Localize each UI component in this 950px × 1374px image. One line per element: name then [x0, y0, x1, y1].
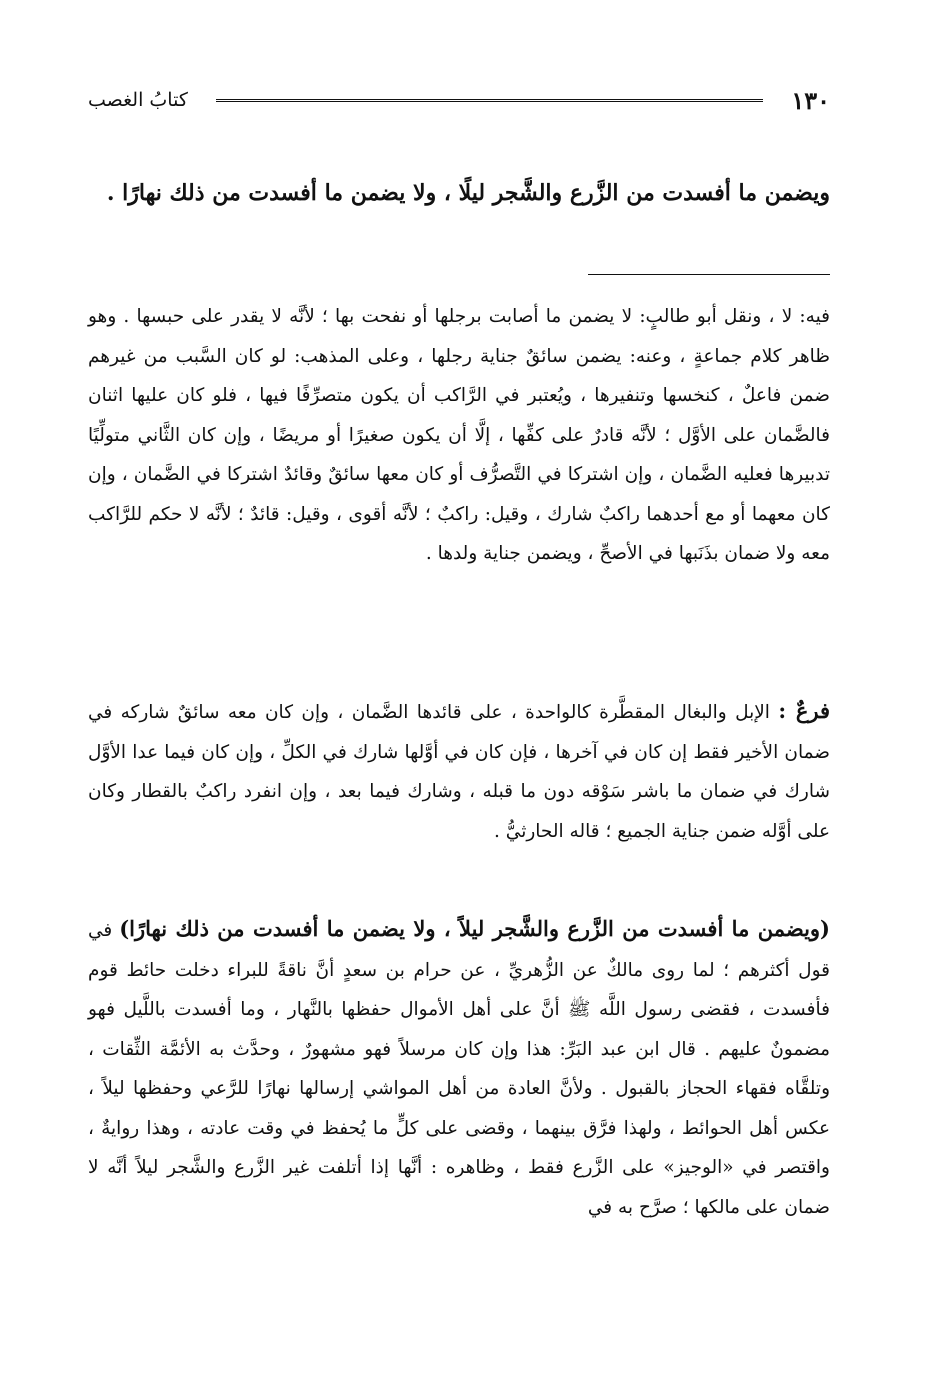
commentary-paragraph-1: فيه: لا ، ونقل أبو طالبٍ: لا يضمن ما أصابت برجلها أو نفحت بها ؛ لأنَّه لا يقدر على حبسها . وهو ظاهر كلام جماعةٍ ، وعنه: يضمن سائقٌ جناية رجلها ، وعلى المذهب: لو كان السَّبب من غيرهم ضمن فاعلٌ ، كنخسها وتنفيرها ، ويُعتبر في الرَّاكب أن يكون متصرِّفًا فيها ، فلو كان عليها اثنان فالضَّمان على الأوَّل ؛ لأنَّه قادرٌ على كفِّها ، إلَّا أن يكون صغيرًا أو مريضًا ، وإن كان الثَّاني متولِّيًا تدبيرها فعليه الضَّمان ، وإن اشتركا في التَّصرُّف أو كان معها سائقٌ وقائدٌ اشتركا في الضَّمان ، وإن كان معهما أو مع أحدهما راكبٌ شارك ، وقيل: راكبٌ ؛ لأنَّه أقوى ، وقيل: قائدٌ ؛ لأنَّه لا حكم للرَّاكب معه ولا ضمان بذَنَبها في الأصحِّ ، ويضمن جناية ولدها .	[88, 306, 830, 564]
page-number: ١٣٠	[791, 85, 830, 115]
far-text: الإبل والبغال المقطَّرة كالواحدة ، على قائدها الضَّمان ، وإن كان معه سائقٌ شاركه في ضمان الأخير فقط إن كان في آخرها ، فإن كان في أوَّلها شارك في الكلِّ ، وإن كان فيما عدا الأوَّل شارك في ضمان ما باشر سَوْقه دون ما قبله ، وشارك فيما بعد ، وإن انفرد راكبٌ بالقطار وكان على أوَّله ضمن جناية الجميع ؛ قاله الحارثيُّ .	[88, 702, 830, 842]
matn-heading: ويضمن ما أفسدت من الزَّرع والشَّجر ليلًا ، ولا يضمن ما أفسدت من ذلك نهارًا .	[106, 180, 830, 206]
sharh-text: في قول أكثرهم ؛ لما روى مالكٌ عن الزُّهريِّ ، عن حرام بن سعدٍ أنَّ ناقةً للبراء دخلت حائط قوم فأفسدت ، فقضى رسول اللَّه ﷺ أنَّ على أهل الأموال حفظها بالنَّهار ، وما أفسدت باللَّيل فهو مضمونٌ عليهم . قال ابن عبد البَرِّ: هذا وإن كان مرسلاً فهو مشهورٌ ، وحدَّث به الأئمَّة الثِّقات ، وتلقَّاه فقهاء الحجاز بالقبول . ولأنَّ العادة من أهل المواشي إرسالها نهارًا للرَّعي وحفظها ليلاً ، عكس أهل الحوائط ، ولهذا فرَّق بينهما ، وقضى على كلٍّ ما يُحفظ في وقت عادته ، وهذا روايةٌ ، واقتصر في «الوجيز» على الزَّرع فقط ، وظاهره : أنَّها إذا أتلفت غير الزَّرع والشَّجر ليلاً أنَّه لا ضمان على مالكها ؛ صرَّح به في	[88, 920, 830, 1218]
page-header	[88, 82, 830, 118]
book-title: كتابُ الغصب	[88, 89, 188, 111]
quoted-matn: (ويضمن ما أفسدت من الزَّرع والشَّجر ليلاً ، ولا يضمن ما أفسدت من ذلك نهارًا)	[119, 916, 830, 941]
matn-separator	[588, 274, 830, 275]
commentary-paragraph-2	[88, 691, 830, 851]
far-lead: فرعٌ :	[778, 698, 831, 723]
header-rule	[216, 99, 763, 102]
commentary-paragraph-3	[88, 909, 830, 1227]
